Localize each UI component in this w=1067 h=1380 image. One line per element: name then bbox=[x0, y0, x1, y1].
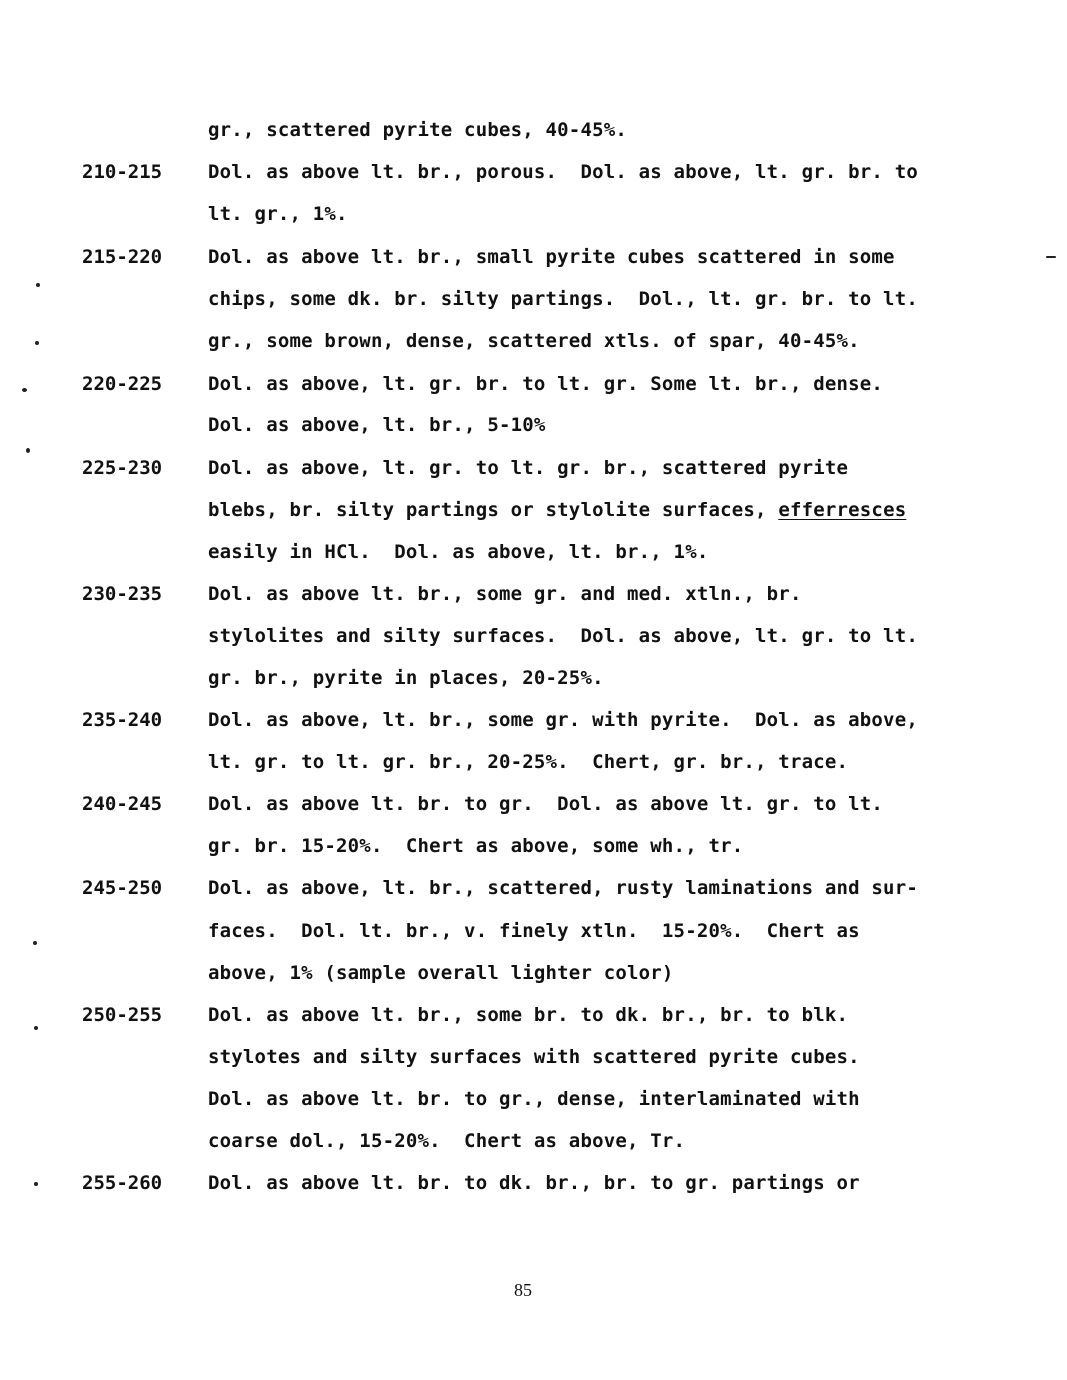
entry-line: gr. br., pyrite in places, 20-25%. bbox=[208, 667, 604, 689]
page-number: 85 bbox=[514, 1280, 532, 1300]
entry-line bbox=[208, 499, 906, 521]
entry-line: above, 1% (sample overall lighter color) bbox=[208, 962, 674, 984]
entry-line: lt. gr. to lt. gr. br., 20-25%. Chert, gr. br., trace. bbox=[208, 751, 849, 773]
depth-interval: 245-250 bbox=[82, 877, 163, 899]
entry-line: Dol. as above, lt. gr. br. to lt. gr. Some lt. br., dense. bbox=[208, 373, 884, 395]
scan-speck bbox=[33, 941, 37, 945]
scan-speck bbox=[22, 388, 27, 392]
entry-line: Dol. as above, lt. gr. to lt. gr. br., scattered pyrite bbox=[208, 457, 849, 479]
entry-line: gr. br. 15-20%. Chert as above, some wh., tr. bbox=[208, 835, 744, 857]
depth-interval: 210-215 bbox=[82, 161, 163, 183]
entry-line: Dol. as above lt. br. to gr. Dol. as above lt. gr. to lt. bbox=[208, 793, 884, 815]
entry-line: Dol. as above, lt. br., some gr. with pyrite. Dol. as above, bbox=[208, 709, 918, 731]
depth-interval: 215-220 bbox=[82, 246, 163, 268]
scan-speck bbox=[34, 1026, 38, 1030]
continuation-text: gr., scattered pyrite cubes, 40-45%. bbox=[208, 119, 628, 141]
entry-line: Dol. as above lt. br. to dk. br., br. to gr. partings or bbox=[208, 1172, 860, 1194]
entry-line: Dol. as above, lt. br., scattered, rusty laminations and sur- bbox=[208, 877, 918, 899]
scan-speck bbox=[35, 341, 39, 345]
entry-line: gr., some brown, dense, scattered xtls. of spar, 40-45%. bbox=[208, 330, 860, 352]
depth-interval: 225-230 bbox=[82, 457, 163, 479]
entry-line: faces. Dol. lt. br., v. finely xtln. 15-20%. Chert as bbox=[208, 920, 860, 942]
depth-interval: 220-225 bbox=[82, 373, 163, 395]
entry-line: Dol. as above lt. br. to gr., dense, interlaminated with bbox=[208, 1088, 860, 1110]
entry-line: chips, some dk. br. silty partings. Dol., lt. gr. br. to lt. bbox=[208, 288, 918, 310]
depth-interval: 230-235 bbox=[82, 583, 163, 605]
entry-line: Dol. as above, lt. br., 5-10% bbox=[208, 414, 546, 436]
entry-line: Dol. as above lt. br., some gr. and med. xtln., br. bbox=[208, 583, 802, 605]
entry-line-text: blebs, br. silty partings or stylolite surfaces, bbox=[208, 499, 779, 521]
entry-line: stylolites and silty surfaces. Dol. as above, lt. gr. to lt. bbox=[208, 625, 918, 647]
entry-line: coarse dol., 15-20%. Chert as above, Tr. bbox=[208, 1130, 686, 1152]
depth-interval: 240-245 bbox=[82, 793, 163, 815]
entry-line: Dol. as above lt. br., porous. Dol. as above, lt. gr. br. to bbox=[208, 161, 918, 183]
depth-interval: 255-260 bbox=[82, 1172, 163, 1194]
entry-line: lt. gr., 1%. bbox=[208, 203, 348, 225]
depth-interval: 235-240 bbox=[82, 709, 163, 731]
entry-line: Dol. as above lt. br., small pyrite cubes scattered in some bbox=[208, 246, 895, 268]
depth-interval: 250-255 bbox=[82, 1004, 163, 1026]
scan-speck bbox=[34, 1182, 38, 1186]
scan-speck bbox=[26, 448, 30, 453]
entry-line: easily in HCl. Dol. as above, lt. br., 1%. bbox=[208, 541, 709, 563]
underlined-word: efferresces bbox=[778, 499, 907, 521]
scan-speck bbox=[1046, 256, 1056, 258]
scan-speck bbox=[36, 283, 40, 287]
entry-line: stylotes and silty surfaces with scattered pyrite cubes. bbox=[208, 1046, 860, 1068]
entry-line: Dol. as above lt. br., some br. to dk. br., br. to blk. bbox=[208, 1004, 849, 1026]
